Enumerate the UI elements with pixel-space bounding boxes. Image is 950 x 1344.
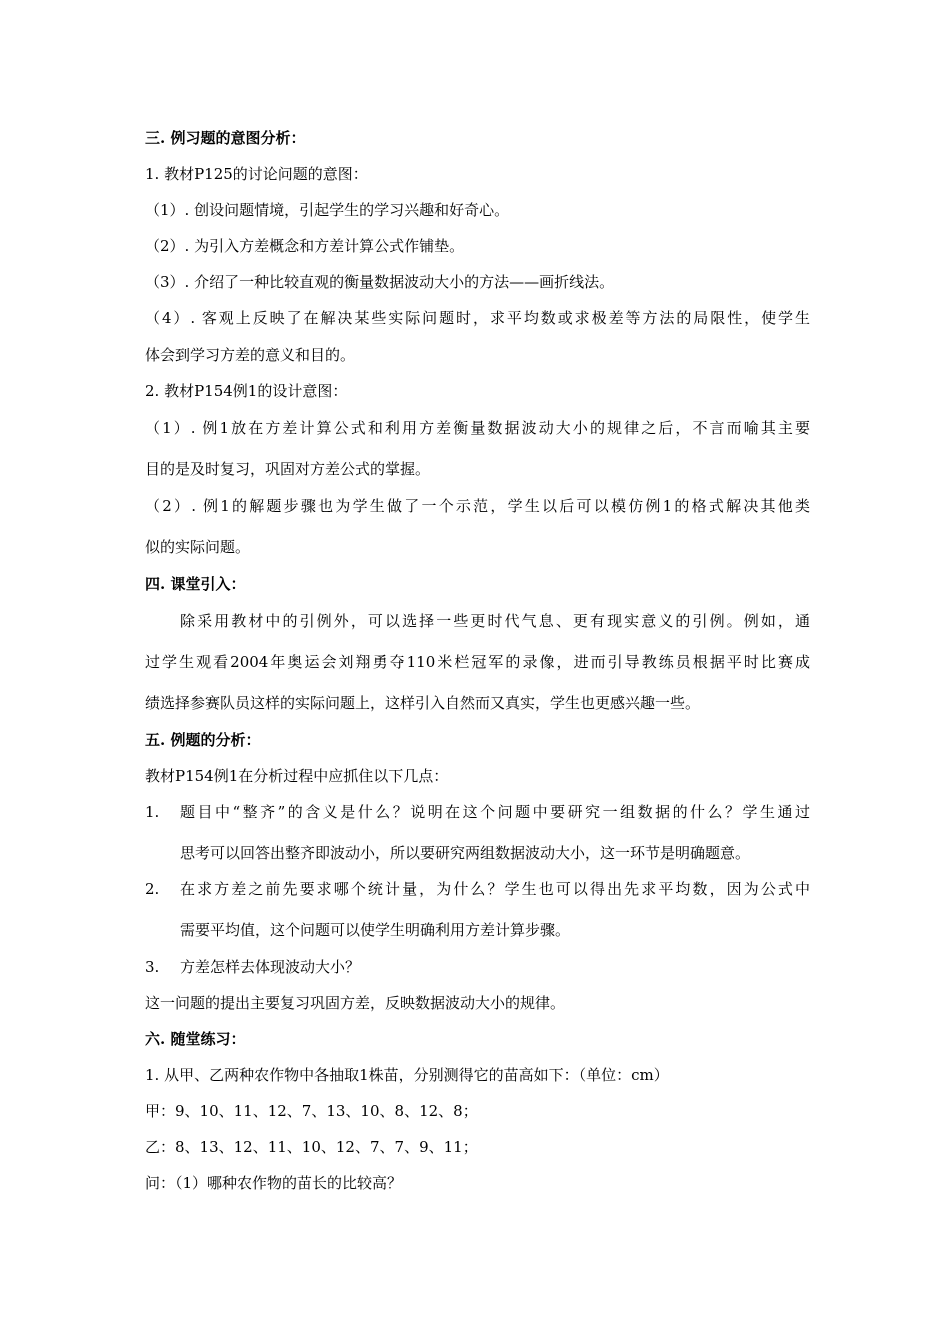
section3-item1-point: （3）. 介绍了一种比较直观的衡量数据波动大小的方法——画折线法。	[145, 273, 615, 291]
section3-item2-point: （2）. 例1的解题步骤也为学生做了一个示范，学生以后可以模仿例1的格式解决其他类	[145, 497, 810, 515]
section3-item2-title: 2. 教材P154例1的设计意图：	[145, 382, 348, 400]
section3-item1-point: （4）. 客观上反映了在解决某些实际问题时，求平均数或求极差等方法的局限性，使学生	[145, 309, 810, 327]
section6-line: 乙：8、13、12、11、10、12、7、7、9、11；	[145, 1138, 478, 1156]
section5-q3-number: 3.	[145, 958, 160, 976]
section5-intro: 教材P154例1在分析过程中应抓住以下几点：	[145, 767, 449, 785]
section4-paragraph-line: 过学生观看2004年奥运会刘翔勇夺110米栏冠军的录像，进而引导教练员根据平时比赛成	[145, 653, 810, 671]
section3-heading: 三. 例习题的意图分析：	[145, 129, 306, 147]
section5-heading: 五. 例题的分析：	[145, 731, 261, 749]
section4-paragraph-line: 绩选择参赛队员这样的实际问题上，这样引入自然而又真实，学生也更感兴趣一些。	[145, 694, 701, 712]
section4-paragraph-line: 除采用教材中的引例外，可以选择一些更时代气息、更有现实意义的引例。例如，通	[180, 612, 810, 630]
section6-line: 问：（1）哪种农作物的苗长的比较高？	[145, 1174, 403, 1192]
section3-item1-point: （2）. 为引入方差概念和方差计算公式作铺垫。	[145, 237, 465, 255]
section3-item2-point: （1）. 例1放在方差计算公式和利用方差衡量数据波动大小的规律之后，不言而喻其主要	[145, 419, 810, 437]
section6-heading: 六. 随堂练习：	[145, 1030, 246, 1048]
section6-line: 1. 从甲、乙两种农作物中各抽取1株苗，分别测得它的苗高如下：（单位：cm）	[145, 1066, 669, 1084]
section6-line: 甲：9、10、11、12、7、13、10、8、12、8；	[145, 1102, 478, 1120]
section5-q2-line: 在求方差之前先要求哪个统计量，为什么？学生也可以得出先求平均数，因为公式中	[180, 880, 810, 898]
section5-q1-number: 1.	[145, 803, 160, 821]
section5-conclusion: 这一问题的提出主要复习巩固方差，反映数据波动大小的规律。	[145, 994, 566, 1012]
section5-q3-line: 方差怎样去体现波动大小？	[180, 958, 361, 976]
section5-q1-line: 题目中“整齐”的含义是什么？说明在这个问题中要研究一组数据的什么？学生通过	[180, 803, 810, 821]
section3-item2-point: 目的是及时复习，巩固对方差公式的掌握。	[145, 460, 431, 478]
section3-item1-point: （1）. 创设问题情境，引起学生的学习兴趣和好奇心。	[145, 201, 510, 219]
section3-item2-point: 似的实际问题。	[145, 538, 251, 556]
section4-heading: 四. 课堂引入：	[145, 575, 246, 593]
section3-item1-title: 1. 教材P125的讨论问题的意图：	[145, 165, 368, 183]
section5-q1-line: 思考可以回答出整齐即波动小，所以要研究两组数据波动大小，这一环节是明确题意。	[180, 844, 751, 862]
section5-q2-line: 需要平均值，这个问题可以使学生明确利用方差计算步骤。	[180, 921, 571, 939]
section3-item1-point: 体会到学习方差的意义和目的。	[145, 346, 356, 364]
section5-q2-number: 2.	[145, 880, 160, 898]
